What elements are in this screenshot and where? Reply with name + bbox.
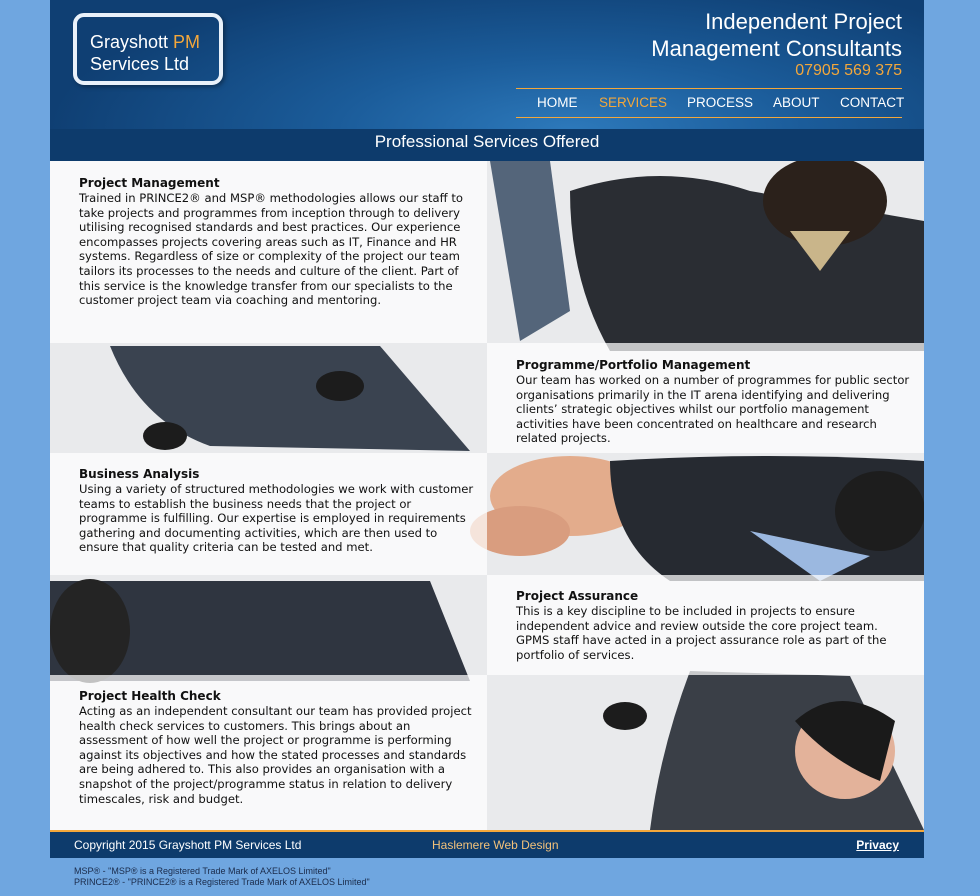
service-card (50, 161, 487, 343)
nav-process[interactable]: PROCESS (687, 95, 754, 110)
service-card (487, 575, 924, 675)
nav-services[interactable]: SERVICES (599, 95, 668, 110)
page-title: Professional Services Offered (374, 132, 600, 151)
service-description: This is a key discipline to be included in projects to ensure independent advice and review outside the core project team. GPMS staff have acted in a project assurance role as part of the portfolio of services. (516, 604, 887, 662)
nav-contact[interactable]: CONTACT (840, 95, 905, 110)
tagline-line1: Independent Project (705, 9, 902, 34)
logo-line2: Services Ltd (90, 54, 190, 74)
service-title: Business Analysis (79, 467, 200, 481)
service-description: Our team has worked on a number of programmes for public sector organisations primarily in the IT arena identifying and delivering clients’ strategic objectives whilst our portfolio management activities have been concentrated on healthcare and research related projects. (516, 373, 910, 446)
service-title: Programme/Portfolio Management (516, 358, 751, 372)
service-description: Acting as an independent consultant our team has provided project health check services to customers. This brings about an assessment of how well the project or programme is performing against its objectives and how the stated processes and standards are being adhered to. This also provides an organisation with a snapshot of the project/programme status in relation to delivery timescales, risk and budget. (79, 704, 472, 806)
service-card (50, 675, 487, 830)
service-title: Project Health Check (79, 689, 221, 703)
service-title: Project Assurance (516, 589, 639, 603)
phone-number[interactable]: 07905 569 375 (795, 62, 902, 79)
tagline-line2: Management Consultants (651, 36, 902, 61)
web-design-link[interactable]: Haslemere Web Design (432, 838, 559, 852)
header (50, 0, 924, 129)
service-description: Trained in PRINCE2® and MSP® methodologies allows our staff to take projects and programmes from inception through to delivery utilising recognised standards and best practices. Our experience encompasses projects covering areas such as IT, Finance and HR systems. Regardless of size or complexity of the project our team tailors its processes to the needs and culture of the client. Part of this service is the knowledge transfer from our specialists to the customer project team via coaching and mentoring. (79, 191, 463, 308)
services-content (50, 161, 924, 830)
msp-trademark-note: MSP® - "MSP® is a Registered Trade Mark of AXELOS Limited" (74, 866, 331, 876)
nav-home[interactable]: HOME (537, 95, 578, 110)
main-nav (516, 88, 905, 118)
footer (50, 830, 924, 858)
privacy-link[interactable]: Privacy (856, 838, 899, 852)
nav-about[interactable]: ABOUT (773, 95, 820, 110)
service-card (487, 343, 924, 453)
site-container (50, 0, 924, 858)
prince2-trademark-note: PRINCE2® - "PRINCE2® is a Registered Trade Mark of AXELOS Limited" (74, 877, 370, 887)
logo[interactable] (73, 13, 223, 85)
title-bar (50, 129, 924, 161)
service-title: Project Management (79, 176, 220, 190)
service-card (50, 453, 487, 575)
logo-pm: PM (173, 32, 201, 52)
logo-name: Grayshott (90, 32, 169, 52)
logo-line1 (90, 31, 200, 53)
copyright-text: Copyright 2015 Grayshott PM Services Ltd (74, 838, 302, 852)
service-description: Using a variety of structured methodologies we work with customer teams to establish the business needs that the project or programme is fulfilling. Our expertise is employed in requirements gathering and documenting activities, which are then used to ensure that quality criteria can be tested and met. (79, 482, 474, 555)
